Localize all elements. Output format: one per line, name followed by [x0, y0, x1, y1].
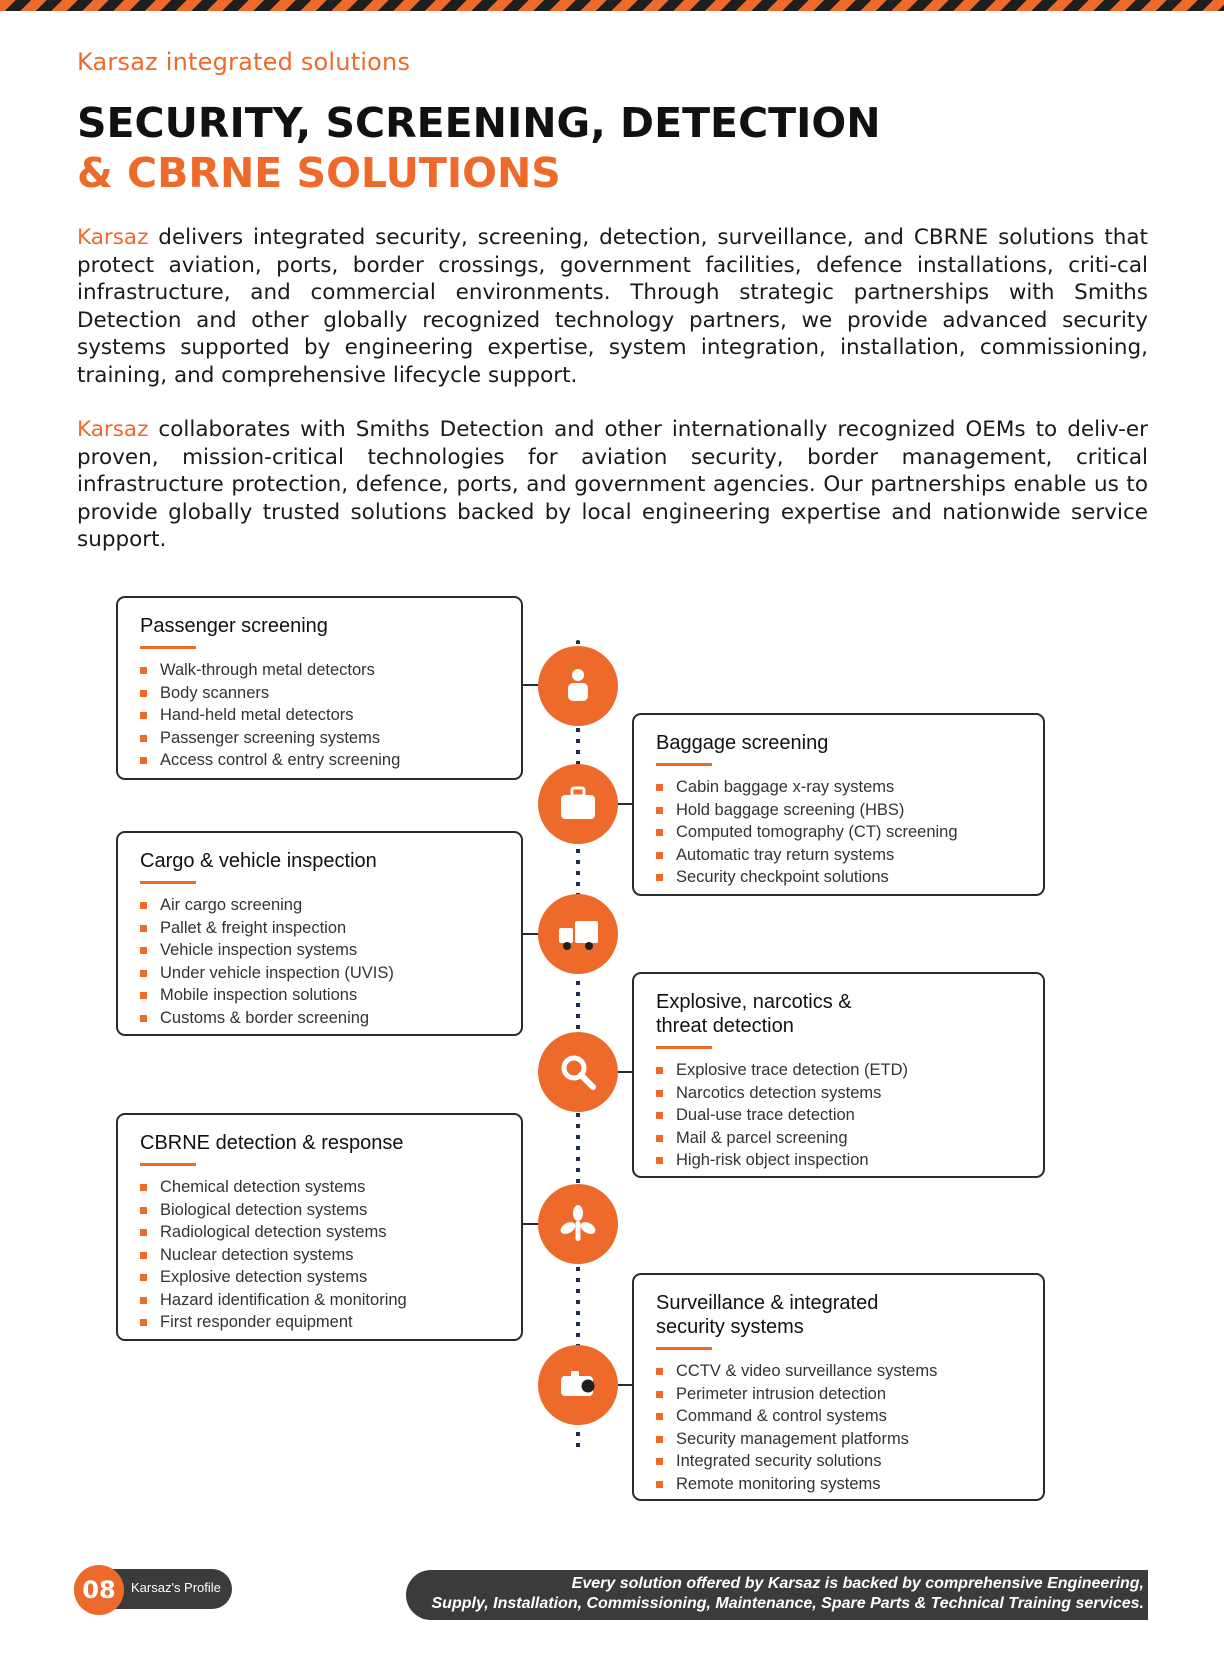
page-number: 08 — [74, 1565, 124, 1615]
card-cbrne-detection-response — [116, 1113, 523, 1341]
list-item: Chemical detection systems — [140, 1176, 501, 1199]
list-item: Security checkpoint solutions — [656, 866, 1023, 889]
list-item: Mobile inspection solutions — [140, 984, 501, 1007]
node-baggage — [538, 764, 618, 844]
node-explosive — [538, 1032, 618, 1112]
profile-label: Karsaz's Profile — [131, 1580, 221, 1595]
card-list — [140, 1176, 501, 1334]
list-item: Hand-held metal detectors — [140, 704, 501, 727]
hazard-icon — [555, 1201, 601, 1247]
list-item: Perimeter intrusion detection — [656, 1383, 1023, 1406]
list-item: Integrated security solutions — [656, 1450, 1023, 1473]
card-title: CBRNE detection & response — [140, 1132, 404, 1154]
list-item: Cabin baggage x-ray systems — [656, 776, 1023, 799]
card-title-line-1: Surveillance & integrated — [656, 1292, 879, 1314]
connector-line — [618, 1071, 633, 1073]
intro-text-2: collaborates with Smiths Detection and other internationally recognized OEMs to deliv-er proven, mission-critical technologies for aviation security, border management, critical infrastructure protection, defence, ports, and government agencies. Our partnerships enable us to provide globally trusted solutions backed by local engineering expertise and nationwide service support. — [77, 417, 1148, 552]
intro-paragraph-2 — [77, 416, 1148, 554]
card-list — [656, 776, 1023, 889]
card-list — [656, 1360, 1023, 1495]
list-item: Mail & parcel screening — [656, 1127, 1023, 1150]
list-item: Body scanners — [140, 682, 501, 705]
list-item: High-risk object inspection — [656, 1149, 1023, 1172]
card-baggage-screening — [632, 713, 1045, 896]
list-item: Biological detection systems — [140, 1199, 501, 1222]
list-item: Pallet & freight inspection — [140, 917, 501, 940]
card-passenger-screening — [116, 596, 523, 780]
brand-name: Karsaz — [77, 417, 149, 442]
card-list — [140, 659, 501, 772]
node-cargo — [538, 894, 618, 974]
list-item: Explosive trace detection (ETD) — [656, 1059, 1023, 1082]
title-underline — [140, 646, 196, 649]
list-item: Vehicle inspection systems — [140, 939, 501, 962]
card-title: Baggage screening — [656, 732, 829, 754]
hazard-stripe-band — [0, 0, 1224, 11]
list-item: Hazard identification & monitoring — [140, 1289, 501, 1312]
list-item: CCTV & video surveillance systems — [656, 1360, 1023, 1383]
card-title: Passenger screening — [140, 615, 328, 637]
title-line-1: SECURITY, SCREENING, DETECTION — [77, 99, 881, 147]
node-cbrne — [538, 1184, 618, 1264]
list-item: Radiological detection systems — [140, 1221, 501, 1244]
list-item: Explosive detection systems — [140, 1266, 501, 1289]
card-list — [656, 1059, 1023, 1172]
title-line-2: & CBRNE SOLUTIONS — [77, 149, 561, 197]
list-item: Customs & border screening — [140, 1007, 501, 1030]
brand-name: Karsaz — [77, 225, 149, 250]
card-title-line-2: security systems — [656, 1316, 804, 1338]
person-icon — [555, 663, 601, 709]
connector-line — [618, 803, 633, 805]
card-list — [140, 894, 501, 1029]
truck-icon — [555, 911, 601, 957]
title-underline — [656, 1347, 712, 1350]
list-item: Automatic tray return systems — [656, 844, 1023, 867]
camera-icon — [555, 1362, 601, 1408]
connector-line — [618, 1384, 633, 1386]
list-item: Dual-use trace detection — [656, 1104, 1023, 1127]
list-item: Air cargo screening — [140, 894, 501, 917]
list-item: Security management platforms — [656, 1428, 1023, 1451]
magnifier-icon — [555, 1049, 601, 1095]
footer-banner-text — [384, 1574, 1144, 1614]
list-item: Walk-through metal detectors — [140, 659, 501, 682]
list-item: Computed tomography (CT) screening — [656, 821, 1023, 844]
list-item: Remote monitoring systems — [656, 1473, 1023, 1496]
title-underline — [140, 881, 196, 884]
page-title — [77, 98, 881, 198]
card-explosive-threat-detection — [632, 972, 1045, 1178]
intro-paragraph-1 — [77, 224, 1148, 389]
title-underline — [656, 763, 712, 766]
suitcase-icon — [555, 781, 601, 827]
section-kicker: Karsaz integrated solutions — [77, 48, 411, 76]
list-item: Hold baggage screening (HBS) — [656, 799, 1023, 822]
node-passenger — [538, 646, 618, 726]
card-title-line-2: threat detection — [656, 1015, 794, 1037]
list-item: Passenger screening systems — [140, 727, 501, 750]
card-title — [656, 990, 1023, 1038]
list-item: Narcotics detection systems — [656, 1082, 1023, 1105]
title-underline — [140, 1163, 196, 1166]
list-item: Under vehicle inspection (UVIS) — [140, 962, 501, 985]
list-item: Access control & entry screening — [140, 749, 501, 772]
footer-banner-line-1: Every solution offered by Karsaz is backed by comprehensive Engineering, — [571, 1575, 1144, 1592]
intro-text-1: delivers integrated security, screening, detection, surveillance, and CBRNE solutions that protect aviation, ports, border crossings, government facilities, defence installations, criti-cal infrastructure, and commercial environments. Through strategic partnerships with Smiths Detection and other globally recognized technology partners, we provide advanced security systems supported by engineering expertise, system integration, installation, commissioning, training, and comprehensive lifecycle support. — [77, 225, 1148, 388]
card-title: Cargo & vehicle inspection — [140, 850, 377, 872]
footer-banner-line-2: Supply, Installation, Commissioning, Maintenance, Spare Parts & Technical Training services. — [431, 1595, 1144, 1612]
node-surveillance — [538, 1345, 618, 1425]
card-surveillance-security-systems — [632, 1273, 1045, 1501]
card-title-line-1: Explosive, narcotics & — [656, 991, 852, 1013]
list-item: Nuclear detection systems — [140, 1244, 501, 1267]
card-cargo-vehicle-inspection — [116, 831, 523, 1036]
list-item: Command & control systems — [656, 1405, 1023, 1428]
list-item: First responder equipment — [140, 1311, 501, 1334]
card-title — [656, 1291, 1023, 1339]
title-underline — [656, 1046, 712, 1049]
